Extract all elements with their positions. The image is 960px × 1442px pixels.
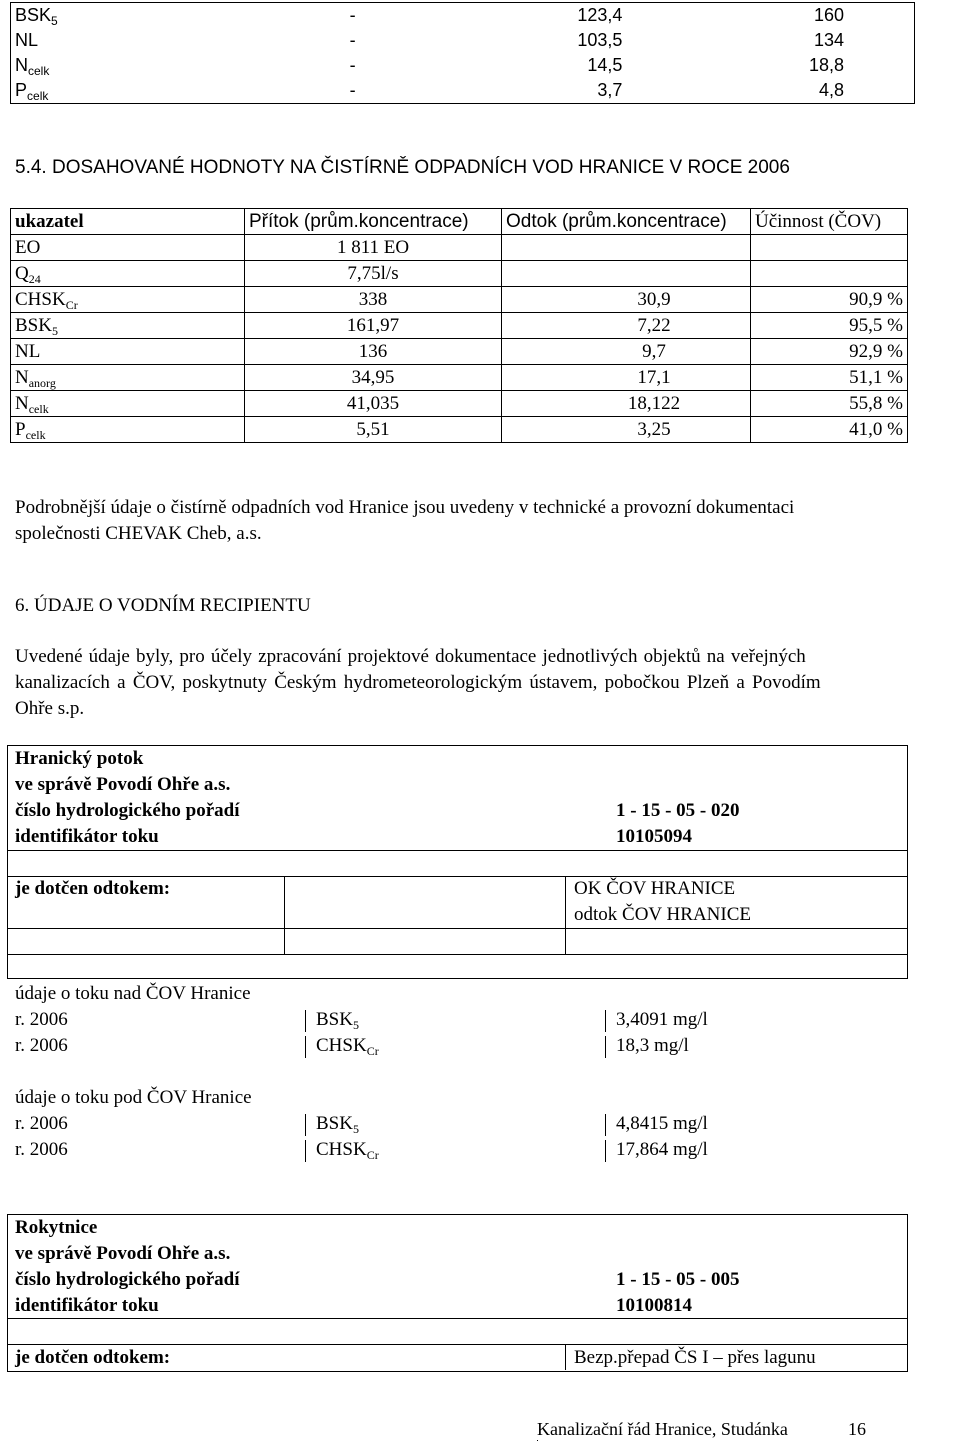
values-table-inflow: 136 bbox=[245, 339, 502, 365]
measurement-param bbox=[316, 1137, 379, 1163]
values-table-inflow: 7,75l/s bbox=[245, 261, 502, 287]
param-name: Q bbox=[15, 262, 29, 284]
values-table-row bbox=[11, 391, 908, 417]
stream-2-affected-value: Bezp.přepad ČS I – přes lagunu bbox=[574, 1347, 816, 1368]
top-table-value-a: 3,7 bbox=[597, 80, 623, 100]
param-subscript: anorg bbox=[28, 375, 56, 390]
top-table-dash: - bbox=[349, 30, 356, 50]
measurement-value: 18,3 mg/l bbox=[616, 1035, 689, 1056]
stream-1-name: Hranický potok bbox=[15, 748, 144, 769]
stream-1-divider-4 bbox=[7, 954, 907, 955]
top-table-value-a: 14,5 bbox=[587, 55, 623, 75]
stream-2-col-line bbox=[565, 1344, 566, 1370]
param-name: NL bbox=[15, 340, 41, 362]
param-subscript: 5 bbox=[352, 1122, 359, 1136]
stream-1-order-value: 1 - 15 - 05 - 020 bbox=[616, 800, 740, 821]
values-table-inflow: 161,97 bbox=[245, 313, 502, 339]
measurement-year: r. 2006 bbox=[15, 1035, 68, 1056]
param-name: CHSK bbox=[15, 288, 66, 310]
top-table-label bbox=[11, 78, 346, 104]
values-table-outflow: 9,7 bbox=[502, 339, 751, 365]
top-table-label bbox=[11, 53, 346, 78]
stream-1-col-line-1 bbox=[284, 876, 285, 954]
param-subscript: Cr bbox=[366, 1148, 379, 1162]
stream-2-order-value: 1 - 15 - 05 - 005 bbox=[616, 1269, 740, 1290]
param-subscript: Cr bbox=[65, 297, 78, 312]
measurement-col-line-1 bbox=[305, 1140, 306, 1162]
param-name: EO bbox=[15, 236, 41, 258]
values-table-efficiency bbox=[751, 235, 908, 261]
values-table-efficiency: 41,0 % bbox=[751, 417, 908, 443]
stream-1-affected-value-2: odtok ČOV HRANICE bbox=[574, 904, 751, 925]
param-name: NL bbox=[15, 30, 39, 50]
top-table-label bbox=[11, 3, 346, 29]
top-table-dash: - bbox=[349, 80, 356, 100]
values-table-label bbox=[11, 417, 245, 443]
param-name: P bbox=[15, 418, 26, 440]
param-subscript: 5 bbox=[352, 1018, 359, 1032]
values-table-outflow: 17,1 bbox=[502, 365, 751, 391]
values-table-inflow: 5,51 bbox=[245, 417, 502, 443]
footer-text: Kanalizační řád Hranice, Studánka bbox=[537, 1419, 788, 1439]
values-table-outflow: 7,22 bbox=[502, 313, 751, 339]
values-table-row bbox=[11, 417, 908, 443]
values-table-label bbox=[11, 391, 245, 417]
stream-1-col-line-2 bbox=[565, 876, 566, 954]
measurement-value: 17,864 mg/l bbox=[616, 1139, 708, 1160]
section-6-para-line-2: kanalizacích a ČOV, poskytnuty Českým hydrometeorologickým ústavem, pobočkou Plzeň a Povodím bbox=[15, 672, 821, 693]
values-table-row bbox=[11, 261, 908, 287]
stream-1-affected-label: je dotčen odtokem: bbox=[15, 878, 171, 899]
param-name: P bbox=[15, 80, 28, 100]
values-table-outflow: 3,25 bbox=[502, 417, 751, 443]
param-subscript: 24 bbox=[28, 271, 41, 286]
top-table-row bbox=[11, 53, 915, 78]
values-table-label bbox=[11, 235, 245, 261]
param-subscript: celk bbox=[25, 427, 46, 442]
top-table-row bbox=[11, 78, 915, 104]
measurement-year: r. 2006 bbox=[15, 1113, 68, 1134]
note-line-2: společnosti CHEVAK Cheb, a.s. bbox=[15, 523, 262, 544]
values-table-header bbox=[11, 209, 908, 235]
header-ucinnost: Účinnost (ČOV) bbox=[751, 209, 908, 235]
section-6-para-line-1: Uvedené údaje byly, pro účely zpracování projektové dokumentace jednotlivých objektů na veřejných bbox=[15, 646, 806, 667]
values-table-efficiency bbox=[751, 261, 908, 287]
param-name: BSK bbox=[316, 1009, 353, 1030]
values-table-label bbox=[11, 287, 245, 313]
values-table-label bbox=[11, 313, 245, 339]
values-table-inflow: 41,035 bbox=[245, 391, 502, 417]
stream-2-order-label: číslo hydrologického pořadí bbox=[15, 1269, 240, 1290]
values-table-outflow: 18,122 bbox=[502, 391, 751, 417]
param-subscript: 5 bbox=[51, 323, 58, 338]
section-5-4-title: 5.4. DOSAHOVANÉ HODNOTY NA ČISTÍRNĚ ODPADNÍCH VOD HRANICE V ROCE 2006 bbox=[15, 157, 790, 178]
measurement-col-line-2 bbox=[605, 1140, 606, 1162]
stream-2-id-label: identifikátor toku bbox=[15, 1295, 159, 1316]
top-table-value-b: 4,8 bbox=[818, 80, 844, 100]
param-name: CHSK bbox=[316, 1139, 367, 1160]
values-table-outflow bbox=[502, 235, 751, 261]
measurement-param bbox=[316, 1111, 359, 1137]
param-name: N bbox=[15, 392, 29, 414]
measurement-col-line-2 bbox=[605, 1114, 606, 1136]
values-table-label bbox=[11, 261, 245, 287]
values-table-label bbox=[11, 339, 245, 365]
measurement-col-line-2 bbox=[605, 1036, 606, 1058]
values-table-inflow: 1 811 EO bbox=[245, 235, 502, 261]
header-ukazatel: ukazatel bbox=[11, 209, 245, 235]
stream-1-affected-value-1: OK ČOV HRANICE bbox=[574, 878, 736, 899]
param-subscript: Cr bbox=[366, 1044, 379, 1058]
values-table-row bbox=[11, 313, 908, 339]
top-table bbox=[10, 2, 915, 104]
values-table-row bbox=[11, 235, 908, 261]
values-table-efficiency: 51,1 % bbox=[751, 365, 908, 391]
measurement-value: 3,4091 mg/l bbox=[616, 1009, 708, 1030]
values-table-outflow bbox=[502, 261, 751, 287]
stream-1-order-label: číslo hydrologického pořadí bbox=[15, 800, 240, 821]
stream-1-divider-1 bbox=[7, 850, 907, 851]
param-name: N bbox=[15, 55, 28, 75]
top-table-row bbox=[11, 28, 915, 53]
top-table-dash: - bbox=[349, 55, 356, 75]
measurement-year: r. 2006 bbox=[15, 1139, 68, 1160]
param-subscript: celk bbox=[27, 89, 49, 103]
section-6-title: 6. ÚDAJE O VODNÍM RECIPIENTU bbox=[15, 595, 311, 616]
stream-2-admin: ve správě Povodí Ohře a.s. bbox=[15, 1243, 231, 1264]
stream-1-id-value: 10105094 bbox=[616, 826, 692, 847]
values-table-inflow: 338 bbox=[245, 287, 502, 313]
stream-1-below-title: údaje o toku pod ČOV Hranice bbox=[15, 1087, 252, 1108]
values-table-efficiency: 55,8 % bbox=[751, 391, 908, 417]
param-subscript: celk bbox=[28, 64, 50, 78]
measurement-col-line-1 bbox=[305, 1036, 306, 1058]
stream-1-admin: ve správě Povodí Ohře a.s. bbox=[15, 774, 231, 795]
top-table-value-a: 103,5 bbox=[577, 30, 623, 50]
param-subscript: celk bbox=[28, 401, 49, 416]
measurement-year: r. 2006 bbox=[15, 1009, 68, 1030]
top-table-value-b: 160 bbox=[813, 5, 844, 25]
stream-1-above-title: údaje o toku nad ČOV Hranice bbox=[15, 983, 251, 1004]
header-pritok: Přítok (prům.koncentrace) bbox=[245, 209, 502, 235]
values-table bbox=[10, 208, 908, 443]
section-6-para-line-3: Ohře s.p. bbox=[15, 698, 85, 719]
param-name: BSK bbox=[15, 314, 52, 336]
stream-1-divider-3 bbox=[7, 928, 907, 929]
measurement-col-line-1 bbox=[305, 1010, 306, 1032]
stream-2-affected-label: je dotčen odtokem: bbox=[15, 1347, 171, 1368]
top-table-value-a: 123,4 bbox=[577, 5, 623, 25]
values-table-efficiency: 90,9 % bbox=[751, 287, 908, 313]
param-subscript: 5 bbox=[51, 14, 58, 28]
param-name: BSK bbox=[15, 5, 52, 25]
measurement-param bbox=[316, 1007, 359, 1033]
stream-1-id-label: identifikátor toku bbox=[15, 826, 159, 847]
values-table-label bbox=[11, 365, 245, 391]
values-table-efficiency: 92,9 % bbox=[751, 339, 908, 365]
measurement-value: 4,8415 mg/l bbox=[616, 1113, 708, 1134]
top-table-label bbox=[11, 28, 346, 53]
param-name: N bbox=[15, 366, 29, 388]
top-table-dash: - bbox=[349, 5, 356, 25]
values-table-efficiency: 95,5 % bbox=[751, 313, 908, 339]
values-table-row bbox=[11, 365, 908, 391]
footer-page-number: 16 bbox=[848, 1419, 866, 1439]
param-name: CHSK bbox=[316, 1035, 367, 1056]
measurement-col-line-1 bbox=[305, 1114, 306, 1136]
values-table-inflow: 34,95 bbox=[245, 365, 502, 391]
values-table-outflow: 30,9 bbox=[502, 287, 751, 313]
values-table-row bbox=[11, 287, 908, 313]
top-table-row bbox=[11, 3, 915, 29]
measurement-param bbox=[316, 1033, 379, 1059]
measurement-col-line-2 bbox=[605, 1010, 606, 1032]
values-table-row bbox=[11, 339, 908, 365]
param-name: BSK bbox=[316, 1113, 353, 1134]
stream-2-id-value: 10100814 bbox=[616, 1295, 692, 1316]
top-table-value-b: 18,8 bbox=[808, 55, 844, 75]
note-line-1: Podrobnější údaje o čistírně odpadních vod Hranice jsou uvedeny v technické a provozní dokumentaci bbox=[15, 497, 795, 518]
stream-2-name: Rokytnice bbox=[15, 1217, 98, 1238]
header-odtok: Odtok (prům.koncentrace) bbox=[502, 209, 751, 235]
top-table-value-b: 134 bbox=[813, 30, 844, 50]
